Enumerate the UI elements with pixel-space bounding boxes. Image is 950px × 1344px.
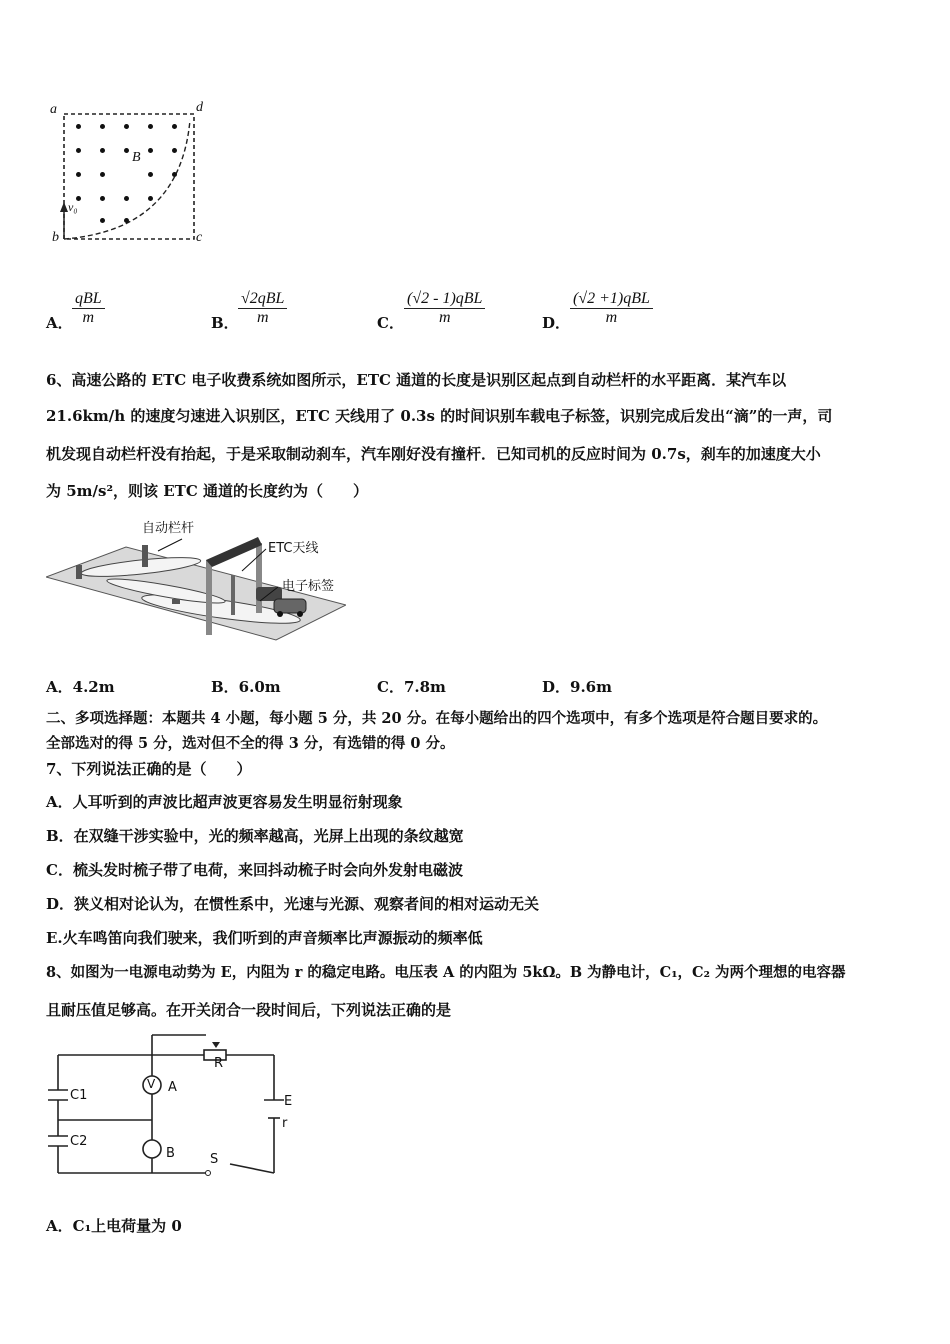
q6-stem-line2: 21.6km/h 的速度匀速进入识别区，ETC 天线用了 0.3s 的时间识别车载电子标签，识别完成后发出“滴”的一声，司 bbox=[46, 407, 833, 425]
q5-option-D-label: D． bbox=[542, 314, 571, 332]
q5-option-C-fraction: (√2 - 1)qBL m bbox=[404, 290, 485, 327]
field-B-label: B bbox=[132, 150, 141, 165]
q6-stem-line3: 机发现自动栏杆没有抬起，于是采取制动刹车，汽车刚好没有撞杆．已知司机的反应时间为 0.7s，刹车的加速度大小 bbox=[46, 445, 821, 463]
etc-system-figure bbox=[46, 515, 346, 645]
q7-stem: 7、下列说法正确的是（ ） bbox=[46, 760, 252, 778]
label-E: E bbox=[284, 1094, 293, 1109]
label-C1: C1 bbox=[70, 1088, 88, 1103]
voltmeter-symbol: V bbox=[147, 1077, 156, 1091]
circuit-wires bbox=[46, 1030, 306, 1190]
q6-option-A: A．4.2m bbox=[46, 678, 115, 696]
circuit-diagram bbox=[46, 1030, 306, 1190]
q8-stem-line2: 且耐压值足够高。在开关闭合一段时间后，下列说法正确的是 bbox=[46, 1001, 452, 1019]
label-S: S bbox=[210, 1152, 219, 1167]
section2-heading-line2: 全部选对的得 5 分，选对但不全的得 3 分，有选错的得 0 分。 bbox=[46, 735, 455, 752]
velocity-v0-label: v₀ bbox=[68, 200, 78, 214]
corner-c: c bbox=[196, 230, 203, 245]
label-electronic-tag: 电子标签 bbox=[282, 579, 335, 594]
label-C2: C2 bbox=[70, 1134, 88, 1149]
q6-stem-line4: 为 5m/s²，则该 ETC 通道的长度约为（ ） bbox=[46, 482, 369, 500]
q5-option-A-label: A． bbox=[46, 314, 73, 332]
q7-option-B: B．在双缝干涉实验中，光的频率越高，光屏上出现的条纹越宽 bbox=[46, 827, 464, 845]
q5-option-B-fraction: √2qBL m bbox=[238, 290, 287, 327]
q7-option-C: C．梳头发时梳子带了电荷，来回抖动梳子时会向外发射电磁波 bbox=[46, 861, 463, 879]
label-r: r bbox=[282, 1116, 288, 1131]
label-etc-antenna: ETC天线 bbox=[268, 541, 319, 556]
q8-stem-line1: 8、如图为一电源电动势为 E，内阻为 r 的稳定电路。电压表 A 的内阻为 5kΩ。B 为静电计，C₁，C₂ 为两个理想的电容器 bbox=[46, 964, 846, 981]
corner-d: d bbox=[196, 100, 203, 115]
label-R: R bbox=[214, 1056, 224, 1071]
q5-option-C-label: C． bbox=[377, 314, 404, 332]
section2-heading-line1: 二、多项选择题：本题共 4 小题，每小题 5 分，共 20 分。在每小题给出的四个选项中，有多个选项是符合题目要求的。 bbox=[46, 710, 828, 727]
q5-option-A-fraction: qBL m bbox=[72, 290, 105, 327]
corner-a: a bbox=[50, 102, 57, 117]
field-square-diagram bbox=[40, 100, 220, 250]
q6-option-C: C．7.8m bbox=[377, 678, 446, 696]
q7-option-D: D．狭义相对论认为，在惯性系中，光速与光源、观察者间的相对运动无关 bbox=[46, 895, 540, 913]
q6-stem-line1: 6、高速公路的 ETC 电子收费系统如图所示，ETC 通道的长度是识别区起点到自动栏杆的水平距离．某汽车以 bbox=[46, 371, 787, 389]
label-B: B bbox=[166, 1146, 175, 1161]
q8-option-A: A．C₁上电荷量为 0 bbox=[46, 1217, 182, 1235]
magnetic-field-figure bbox=[40, 100, 220, 250]
label-A: A bbox=[168, 1080, 177, 1095]
q7-option-E: E.火车鸣笛向我们驶来，我们听到的声音频率比声源振动的频率低 bbox=[46, 929, 483, 947]
label-auto-barrier: 自动栏杆 bbox=[142, 521, 195, 536]
corner-b: b bbox=[52, 230, 59, 245]
q6-option-D: D．9.6m bbox=[542, 678, 612, 696]
q5-option-B-label: B． bbox=[211, 314, 239, 332]
q5-option-D-fraction: (√2 +1)qBL m bbox=[570, 290, 653, 327]
q7-option-A: A．人耳听到的声波比超声波更容易发生明显衍射现象 bbox=[46, 793, 403, 811]
q6-option-B: B．6.0m bbox=[211, 678, 281, 696]
